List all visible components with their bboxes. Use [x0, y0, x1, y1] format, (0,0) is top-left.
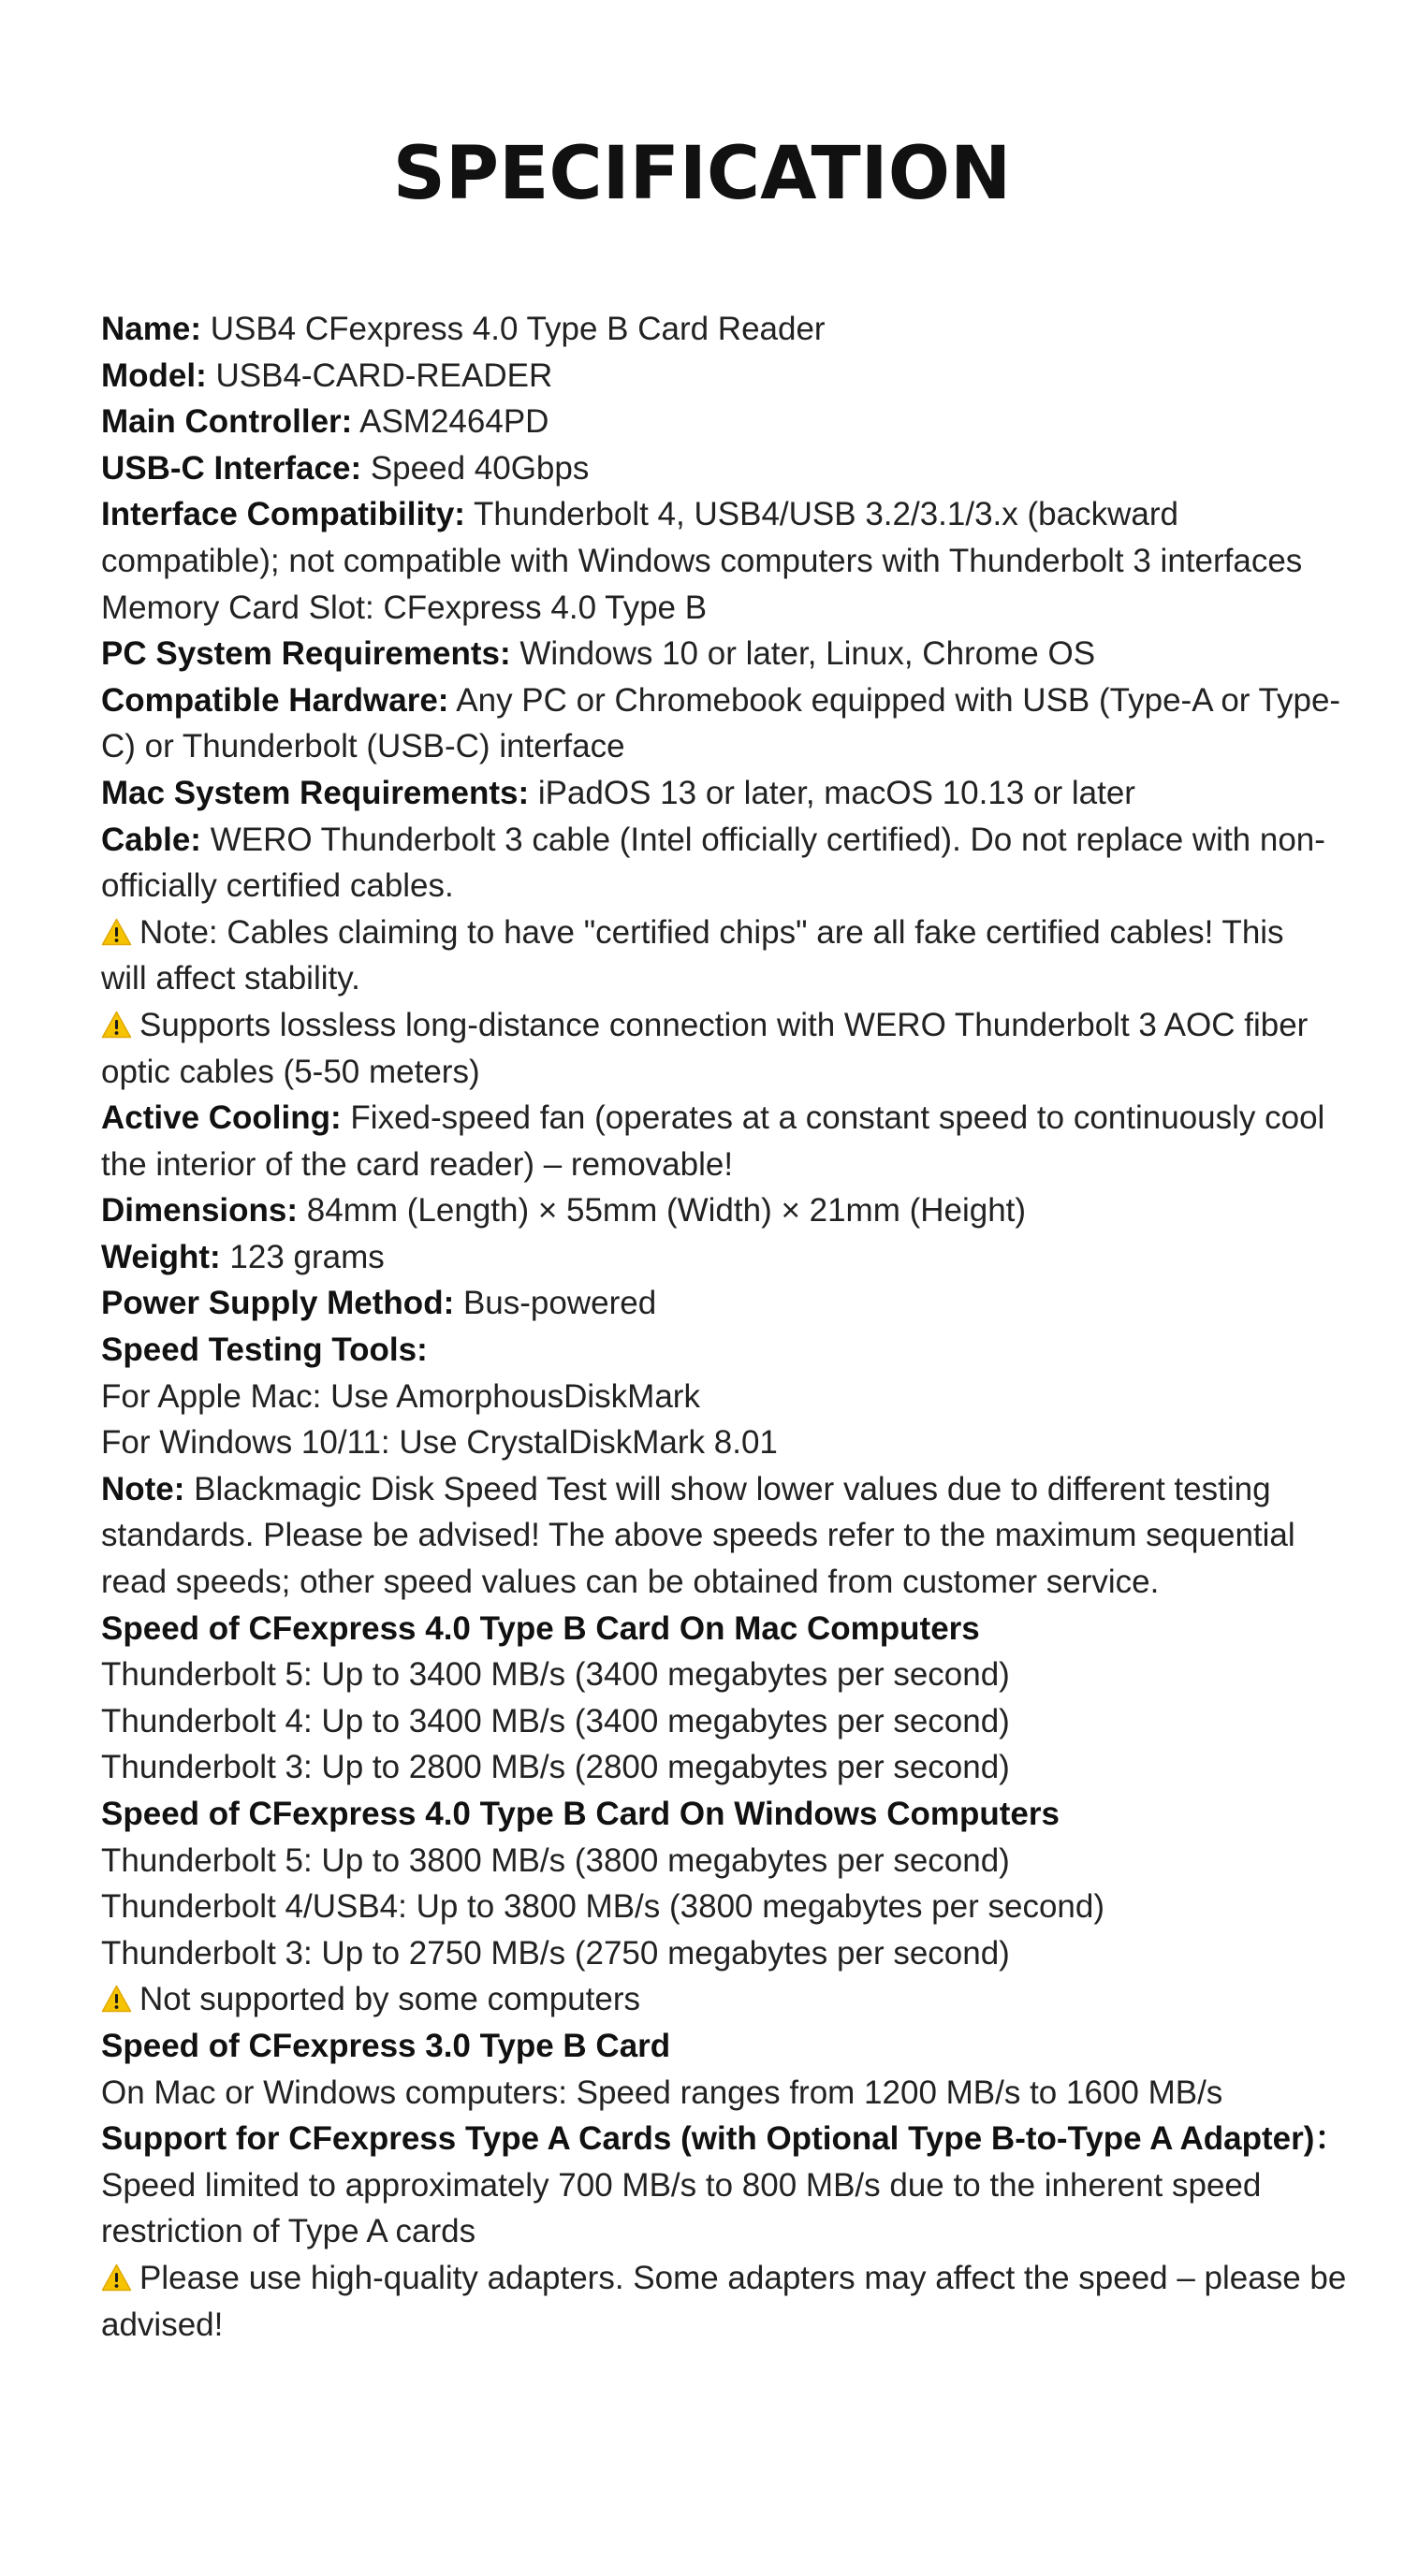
spec-value: ASM2464PD	[352, 403, 549, 441]
spec-label: Weight:	[101, 1238, 221, 1275]
mac-speed-tb5: Thunderbolt 5: Up to 3400 MB/s (3400 megabytes per second)	[101, 1656, 1010, 1694]
spec-label: Active Cooling:	[101, 1099, 342, 1137]
spec-compatible-hardware-cont: C) or Thunderbolt (USB-C) interface	[101, 728, 625, 765]
spec-value: Thunderbolt 4, USB4/USB 3.2/3.1/3.x (backward	[464, 496, 1178, 533]
warning-aoc-cables	[101, 1002, 1327, 1049]
warning-adapters-cont: advised!	[101, 2306, 224, 2343]
cfexpress3-heading: Speed of CFexpress 3.0 Type B Card	[101, 2027, 671, 2064]
spec-active-cooling	[101, 1095, 1327, 1142]
type-a-speed-cont: restriction of Type A cards	[101, 2213, 476, 2250]
warning-certified-chips	[101, 910, 1327, 956]
mac-speed-tb4: Thunderbolt 4: Up to 3400 MB/s (3400 megabytes per second)	[101, 1702, 1010, 1739]
spec-value: Fixed-speed fan (operates at a constant speed to continuously cool	[341, 1099, 1325, 1137]
spec-value: USB4 CFexpress 4.0 Type B Card Reader	[200, 311, 826, 347]
page-title: SPECIFICATION	[392, 132, 1012, 216]
warning-icon	[101, 1985, 132, 2013]
spec-power-supply	[101, 1280, 1327, 1327]
warning-icon	[101, 2263, 132, 2292]
spec-label: Compatible Hardware:	[101, 681, 449, 719]
warning-text: Not supported by some computers	[139, 1981, 640, 2018]
spec-mac-requirements	[101, 770, 1327, 817]
warning-not-supported	[101, 1976, 1327, 2023]
spec-active-cooling-cont: the interior of the card reader) – removable!	[101, 1145, 734, 1183]
spec-main-controller	[101, 399, 1327, 445]
spec-label: PC System Requirements:	[101, 635, 511, 673]
spec-note	[101, 1466, 1327, 1513]
spec-label: Model:	[101, 357, 207, 394]
spec-label: Mac System Requirements:	[101, 774, 530, 811]
spec-interface-compatibility-cont: compatible); not compatible with Windows computers with Thunderbolt 3 interfaces	[101, 542, 1303, 579]
type-a-speed: Speed limited to approximately 700 MB/s to 800 MB/s due to the inherent speed	[101, 2166, 1262, 2204]
spec-value: WERO Thunderbolt 3 cable (Intel officially certified). Do not replace with non-	[200, 821, 1325, 858]
spec-value: Windows 10 or later, Linux, Chrome OS	[510, 635, 1096, 673]
warning-icon	[101, 1011, 132, 1039]
spec-note-cont-1: standards. Please be advised! The above speeds refer to the maximum sequential	[101, 1517, 1295, 1554]
spec-name	[101, 306, 1327, 353]
spec-label: Name:	[101, 311, 201, 347]
windows-speed-tb3: Thunderbolt 3: Up to 2750 MB/s (2750 megabytes per second)	[101, 1934, 1010, 1972]
spec-label: Dimensions:	[101, 1192, 299, 1230]
spec-note-cont-2: read speeds; other speed values can be obtained from customer service.	[101, 1564, 1160, 1601]
spec-interface-compatibility	[101, 491, 1327, 538]
warning-text: Supports lossless long-distance connection with WERO Thunderbolt 3 AOC fiber	[139, 1006, 1309, 1043]
spec-cable	[101, 817, 1327, 864]
windows-speed-tb5: Thunderbolt 5: Up to 3800 MB/s (3800 megabytes per second)	[101, 1841, 1010, 1879]
spec-compatible-hardware	[101, 677, 1341, 724]
mac-speed-heading: Speed of CFexpress 4.0 Type B Card On Mac Computers	[101, 1609, 980, 1647]
specification-list	[101, 306, 1348, 2348]
warning-aoc-cables-cont: optic cables (5-50 meters)	[101, 1053, 480, 1090]
tools-windows: For Windows 10/11: Use CrystalDiskMark 8.01	[101, 1424, 778, 1462]
spec-value: Bus-powered	[454, 1285, 657, 1322]
warning-certified-chips-cont: will affect stability.	[101, 960, 360, 997]
spec-model	[101, 353, 1327, 400]
spec-value: 123 grams	[220, 1238, 385, 1275]
spec-value: Speed 40Gbps	[361, 449, 590, 487]
mac-speed-tb3: Thunderbolt 3: Up to 2800 MB/s (2800 megabytes per second)	[101, 1749, 1010, 1786]
spec-cable-cont: officially certified cables.	[101, 867, 454, 905]
speed-testing-tools-heading: Speed Testing Tools:	[101, 1332, 428, 1369]
spec-memory-card-slot: Memory Card Slot: CFexpress 4.0 Type B	[101, 589, 708, 626]
spec-dimensions	[101, 1187, 1327, 1234]
warning-icon	[101, 918, 132, 946]
windows-speed-tb4: Thunderbolt 4/USB4: Up to 3800 MB/s (3800 megabytes per second)	[101, 1888, 1104, 1926]
tools-mac: For Apple Mac: Use AmorphousDiskMark	[101, 1377, 700, 1415]
spec-value: Any PC or Chromebook equipped with USB (Type-A or Type-	[448, 681, 1341, 719]
spec-label: Power Supply Method:	[101, 1285, 455, 1322]
cfexpress3-speed: On Mac or Windows computers: Speed ranges from 1200 MB/s to 1600 MB/s	[101, 2074, 1223, 2111]
type-a-support-heading: Support for CFexpress Type A Cards (with Optional Type B-to-Type A Adapter)：	[101, 2120, 1348, 2158]
spec-value: iPadOS 13 or later, macOS 10.13 or later	[529, 774, 1135, 811]
spec-value: 84mm (Length) × 55mm (Width) × 21mm (Height)	[298, 1192, 1027, 1230]
spec-value: USB4-CARD-READER	[206, 357, 553, 394]
warning-text: Please use high-quality adapters. Some adapters may affect the speed – please be	[139, 2259, 1347, 2296]
spec-label: Main Controller:	[101, 403, 353, 441]
spec-label: Note:	[101, 1470, 185, 1507]
spec-label: Cable:	[101, 821, 201, 858]
warning-adapters	[101, 2255, 1347, 2302]
spec-label: USB-C Interface:	[101, 449, 362, 487]
spec-label: Interface Compatibility:	[101, 496, 465, 533]
spec-weight	[101, 1234, 1327, 1281]
spec-value: Blackmagic Disk Speed Test will show lower values due to different testing	[184, 1470, 1271, 1507]
spec-usbc-interface	[101, 445, 1327, 492]
spec-pc-requirements	[101, 631, 1327, 677]
windows-speed-heading: Speed of CFexpress 4.0 Type B Card On Windows Computers	[101, 1796, 1060, 1832]
warning-text: Note: Cables claiming to have "certified chips" are all fake certified cables! This	[139, 913, 1284, 951]
